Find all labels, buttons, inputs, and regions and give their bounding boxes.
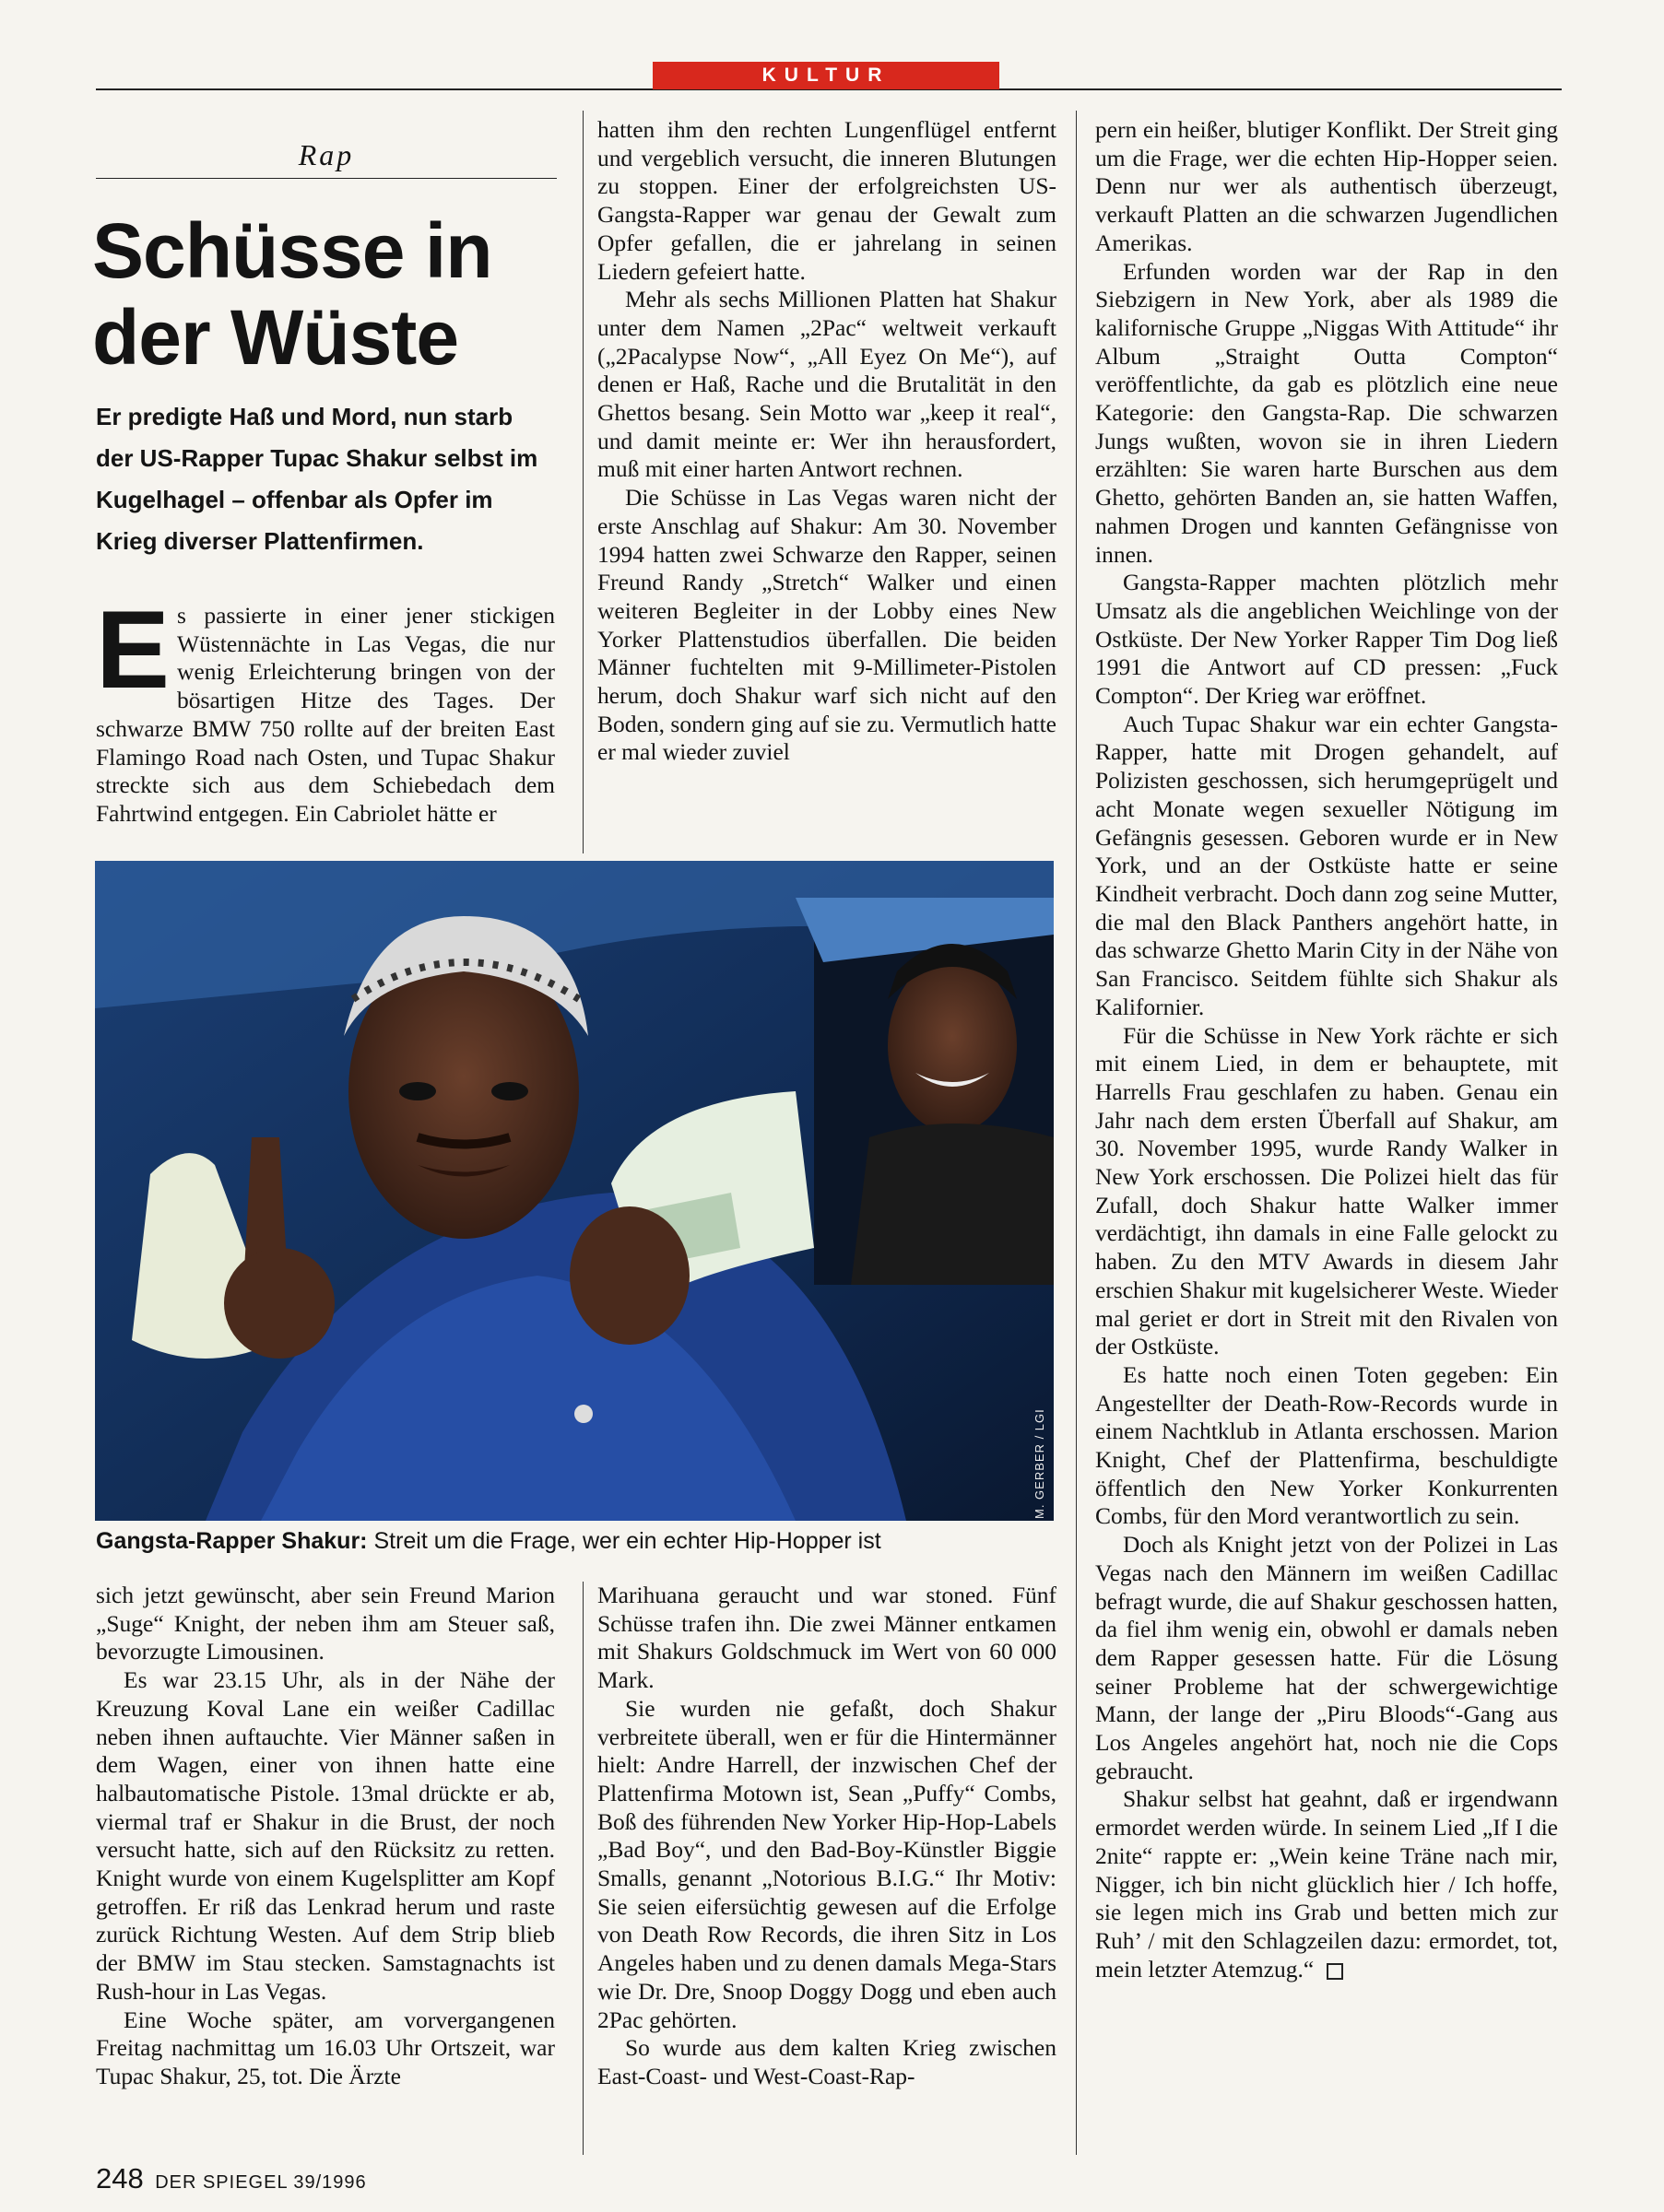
end-mark-icon: [1327, 1963, 1343, 1980]
column-divider: [1076, 111, 1077, 2155]
drop-cap: E: [96, 588, 171, 712]
paragraph: pern ein heißer, blutiger Konflikt. Der Streit ging um die Frage, wer die echten Hip-Hopper seien. Denn nur wer als authentisch überzeugt, verkauft Platten an die schwarzen Jugendlichen Amerikas.: [1095, 116, 1558, 256]
paragraph: Doch als Knight jetzt von der Polizei in Las Vegas nach den Männern im weißen Cadillac befragt wurde, die auf Shakur geschossen hatten, da fiel ihm wenig ein, obwohl er damals neben dem Rapper gesessen hatte. Für die Lösung seiner Probleme hat der schwergewichtige Mann, der lange der „Piru Bloods“-Gang aus Los Angeles angehört hat, noch nie die Cops gebraucht.: [1095, 1531, 1558, 1784]
paragraph: Es hatte noch einen Toten gegeben: Ein Angestellter der Death-Row-Records wurde in einem Nachtklub in Atlanta erschossen. Marion Knight, Chef der Plattenfirma, beschuldigte öffentlich den New Yorker Konkurrenten Combs, für den Mord verantwortlich zu sein.: [1095, 1360, 1558, 1530]
article-photo: [95, 861, 1054, 1521]
paragraph: Shakur selbst hat geahnt, daß er irgendwann ermordet werden würde. In seinem Lied „If I die 2nite“ rappte er: „Wein keine Träne nach mir, Nigger, ich bin nicht glücklich hier / Ich hoffe, sie legen mich ins Grab und betten mich zur Ruh’ / mit den Schlagzeilen dazu: ermordet, tot, mein letzter Atemzug.“: [1095, 1785, 1558, 1983]
paragraph: sich jetzt gewünscht, aber sein Freund Marion „Suge“ Knight, der neben ihm am Steuer saß, bevorzugte Limousinen.: [96, 1582, 555, 1665]
headline-line: der Wüste: [92, 294, 459, 381]
photo-credit: M. GERBER / LGI: [1033, 1408, 1046, 1519]
column-divider: [583, 111, 584, 853]
paragraph: Mehr als sechs Millionen Platten hat Shakur unter dem Namen „2Pac“ weltweit verkauft („2Pacalypse Now“, „All Eyez On Me“), auf denen er Haß, Rache und die Brutalität in den Ghettos besang. Sein Motto war „keep it real“, und damit meinte er: Wer ihn herausfordert, muß mit einer harten Antwort rechnen.: [597, 286, 1056, 483]
paragraph: Es war 23.15 Uhr, als in der Nähe der Kreuzung Koval Lane ein weißer Cadillac neben ihnen auftauchte. Vier Männer saßen in dem Wagen, einer von ihnen hatte eine halbautomatische Pistole. 13mal drückte er ab, viermal traf er Shakur in die Brust, der noch versucht hatte, sich auf den Rücksitz zu retten. Knight wurde von einem Kugelsplitter am Kopf getroffen. Er riß das Lenkrad herum und raste zurück Richtung Westen. Auf dem Strip blieb der BMW im Stau stecken. Samstagnachts ist Rush-hour in Las Vegas.: [96, 1666, 555, 2005]
paragraph: Sie wurden nie gefaßt, doch Shakur verbreitete überall, wen er für die Hintermänner hielt: Andre Harrell, der inzwischen Chef der Plattenfirma Motown ist, Sean „Puffy“ Combs, Boß des führenden New Yorker Hip-Hop-Labels „Bad Boy“, und den Bad-Boy-Künstler Biggie Smalls, genannt „Notorious B.I.G.“ Ihr Motiv: Sie seien eifersüchtig gewesen auf die Erfolge von Death Row Records, die ihren Sitz in Los Angeles haben und zu denen damals Mega-Stars wie Dr. Dre, Snoop Doggy Dogg und eben auch 2Pac gehörten.: [597, 1694, 1056, 2033]
paragraph: Es passierte in einer jener stickigen Wüstennächte in Las Vegas, die nur wenig Erleichterung bringen von der bösartigen Hitze des Tages. Der schwarze BMW 750 rollte auf der breiten East Flamingo Road nach Osten, und Tupac Shakur streckte sich aus dem Schiebedach dem Fahrtwind entgegen. Ein Cabriolet hätte er: [96, 588, 555, 827]
article-column-1-bottom: [96, 1582, 555, 2091]
paragraph: Eine Woche später, am vorvergangenen Freitag nachmittag um 16.03 Uhr Ortszeit, war Tupac Shakur, 25, tot. Die Ärzte: [96, 2006, 555, 2089]
rubric: Rap: [298, 138, 355, 171]
paragraph: Marihuana geraucht und war stoned. Fünf Schüsse trafen ihn. Die zwei Männer entkamen mit Shakurs Goldschmuck im Wert von 60 000 Mark.: [597, 1582, 1056, 1694]
paragraph: Die Schüsse in Las Vegas waren nicht der erste Anschlag auf Shakur: Am 30. November 1994 hatten zwei Schwarze den Rapper, seinen Freund Randy „Stretch“ Walker und einen weiteren Begleiter in der Lobby eines New Yorker Plattenstudios überfallen. Die beiden Männer fuchtelten mit 9-Millimeter-Pistolen herum, doch Shakur warf sich nicht auf den Boden, sondern ging auf sie zu. Vermutlich hatte er mal wieder zuviel: [597, 484, 1056, 766]
intro: Er predigte Haß und Mord, nun starb der US-Rapper Tupac Shakur selbst im Kugelhagel – offenbar als Opfer im Krieg diverser Plattenfirmen.: [96, 403, 538, 555]
column-divider: [583, 1582, 584, 2155]
caption-text: Streit um die Frage, wer ein echter Hip-Hopper ist: [367, 1528, 881, 1554]
headline-line: Schüsse in: [92, 207, 492, 294]
section-tag: KULTUR: [653, 62, 999, 89]
caption-bold: Gangsta-Rapper Shakur:: [96, 1528, 368, 1554]
page-footer: [96, 2162, 367, 2195]
article-column-3: [1095, 116, 1558, 1983]
photo-illustration: [95, 861, 1054, 1521]
article-column-1-top: [96, 588, 555, 829]
paragraph: hatten ihm den rechten Lungenflügel entfernt und vergeblich versucht, die inneren Blutungen zu stoppen. Einer der erfolgreichsten US-Gangsta-Rapper war genau der Gewalt zum Opfer gefallen, die er jahrelang in seinen Liedern gefeiert hatte.: [597, 116, 1056, 285]
article-column-2-bottom: [597, 1582, 1056, 2091]
paragraph: Erfunden worden war der Rap in den Siebzigern in New York, aber als 1989 die kalifornische Gruppe „Niggas With Attitude“ ihr Album „Straight Outta Compton“ veröffentlichte, da gab es plötzlich eine neue Kategorie: den Gangsta-Rap. Die schwarzen Jungs wußten, wovon sie in ihren Liedern erzählten: Sie waren harte Burschen aus dem Ghetto, gehörten Banden an, sie hatten Waffen, nahmen Drogen und kannten Gefängnisse von innen.: [1095, 257, 1558, 568]
rubric-rule: [96, 178, 557, 179]
magazine-issue: DER SPIEGEL 39/1996: [155, 2172, 367, 2193]
photo-caption: [96, 1526, 1055, 1556]
paragraph: So wurde aus dem kalten Krieg zwischen East-Coast- und West-Coast-Rap-: [597, 2034, 1056, 2089]
paragraph: Für die Schüsse in New York rächte er sich mit einem Lied, in dem er behauptete, mit Harrells Frau geschlafen zu haben. Genau ein Jahr nach dem ersten Überfall auf Shakur, am 30. November 1995, wurde Randy Walker in New York erschossen. Die Polizei hielt das für Zufall, doch Shakur hatte Walker immer verdächtigt, ihn damals in eine Falle gelockt zu haben. Zu den MTV Awards in diesem Jahr erschien Shakur mit kugelsicherer Weste. Wieder mal geriet er dort in Streit mit den Rivalen von der Ostküste.: [1095, 1021, 1558, 1360]
page-number: 248: [96, 2162, 144, 2194]
article-column-2-top: [597, 116, 1056, 767]
paragraph: Gangsta-Rapper machten plötzlich mehr Umsatz als die angeblichen Weichlinge von der Ostküste. Der New Yorker Rapper Tim Dog ließ 1991 die Antwort auf CD pressen: „Fuck Compton“. Der Krieg war eröffnet.: [1095, 569, 1558, 710]
paragraph: Auch Tupac Shakur war ein echter Gangsta-Rapper, hatte mit Drogen gehandelt, auf Polizisten geschossen, sich herumgeprügelt und acht Monate wegen sexueller Nötigung im Gefängnis gesessen. Geboren wurde er in New York, und an der Ostküste hatte er seine Kindheit verbracht. Doch dann zog seine Mutter, die mal den Black Panthers angehört hatte, in das schwarze Ghetto Marin City in der Nähe von San Francisco. Seitdem fühlte sich Shakur als Kalifornier.: [1095, 710, 1558, 1020]
headline: [92, 207, 572, 381]
